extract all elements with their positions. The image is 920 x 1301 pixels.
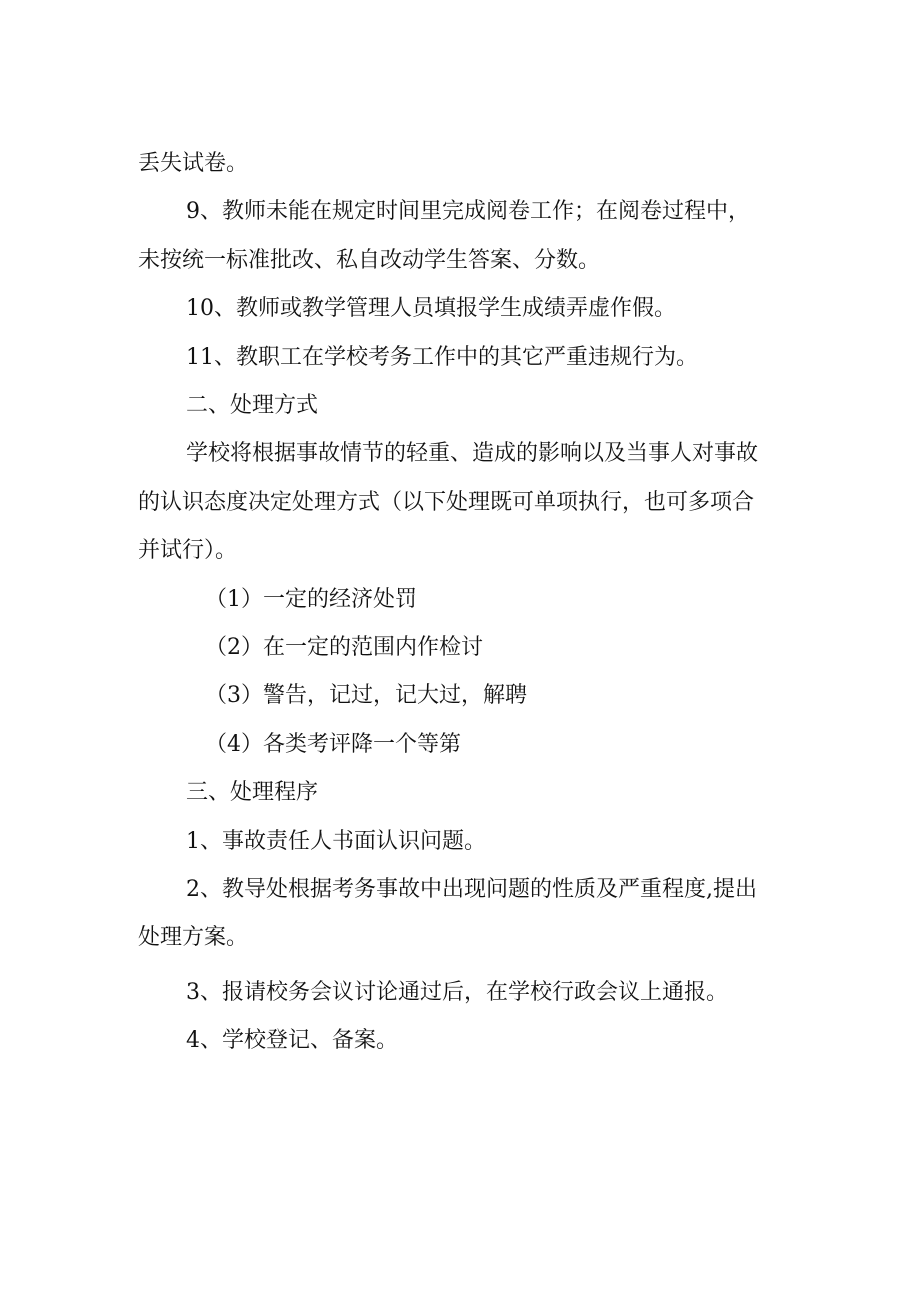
section-heading-text: 三、处理程序 xyxy=(186,780,319,805)
section-heading xyxy=(186,769,318,817)
document-line xyxy=(138,914,248,962)
document-line xyxy=(186,334,698,382)
document-line xyxy=(186,1017,398,1065)
document-text: 11、教职工在学校考务工作中的其它严重违规行为。 xyxy=(186,345,698,370)
document-text: 3、报请校务会议讨论通过后，在学校行政会议上通报。 xyxy=(186,980,728,1005)
document-line xyxy=(138,140,248,188)
list-item-text: （1）一定的经济处罚 xyxy=(205,587,417,612)
document-line xyxy=(186,969,728,1017)
section-heading-text: 二、处理方式 xyxy=(186,393,319,418)
document-line xyxy=(186,430,758,478)
list-item xyxy=(205,672,527,720)
document-text: 2、教导处根据考务事故中出现问题的性质及严重程度,提出 xyxy=(186,877,757,902)
list-item-text: （2）在一定的范围内作检讨 xyxy=(205,635,483,660)
document-text: 1、事故责任人书面认识问题。 xyxy=(186,829,486,854)
document-line xyxy=(138,527,237,575)
document-text: 并试行）。 xyxy=(138,538,238,563)
section-heading xyxy=(186,382,318,430)
document-text: 处理方案。 xyxy=(138,925,249,950)
document-line xyxy=(186,866,757,914)
list-item xyxy=(205,624,483,672)
document-line xyxy=(186,285,676,333)
list-item-text: （4）各类考评降一个等第 xyxy=(205,732,461,757)
document-text: 丢失试卷。 xyxy=(138,151,249,176)
document-line xyxy=(138,237,600,285)
list-item xyxy=(205,576,417,624)
list-item-text: （3）警告，记过，记大过，解聘 xyxy=(205,683,527,708)
document-text: 10、教师或教学管理人员填报学生成绩弄虚作假。 xyxy=(186,296,676,321)
document-text: 未按统一标准批改、私自改动学生答案、分数。 xyxy=(138,248,601,273)
document-text: 的认识态度决定处理方式（以下处理既可单项执行，也可多项合 xyxy=(138,490,755,515)
document-text: 9、教师未能在规定时间里完成阅卷工作；在阅卷过程中， xyxy=(186,199,750,224)
document-line xyxy=(186,818,486,866)
list-item xyxy=(205,721,461,769)
document-text: 4、学校登记、备案。 xyxy=(186,1028,398,1053)
document-line xyxy=(186,188,750,236)
document-text: 学校将根据事故情节的轻重、造成的影响以及当事人对事故 xyxy=(186,441,759,466)
document-line xyxy=(138,479,754,527)
